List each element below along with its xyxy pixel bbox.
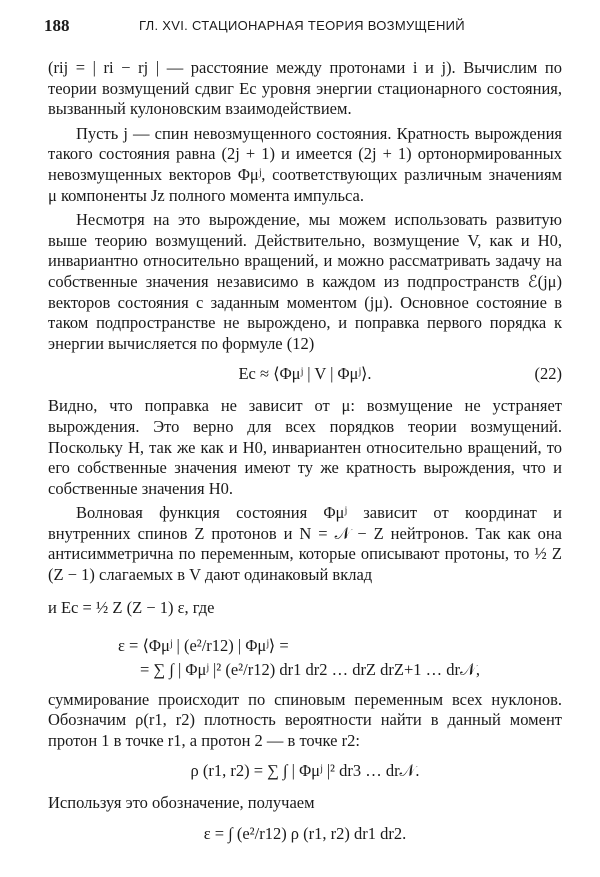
paragraph-3: Несмотря на это вырождение, мы можем использовать развитую выше теорию возмущений. Действительно, возмущение V, как и H0, инвариантно относительно вращений, и можно рассматривать задачу на собственные значения независимо в каждом из подпространств ℰ(jμ) векторов состояния с заданным моментом (jμ). Основное состояние в таком подпространстве не вырождено, и поправка первого порядка к энергии вычисляется по формуле (12) — [48, 210, 562, 353]
rho-equation — [48, 759, 562, 783]
epsilon-equation-line-2: = ∑ ∫ | Φμʲ |² (e²/r12) dr1 dr2 … drZ drZ+1 … dr𝒩, — [140, 659, 480, 679]
chapter-title: ГЛ. XVI. СТАЦИОНАРНАЯ ТЕОРИЯ ВОЗМУЩЕНИЙ — [139, 18, 465, 33]
page-body — [48, 58, 562, 856]
running-header — [44, 16, 560, 38]
paragraph-4: Видно, что поправка не зависит от μ: возмущение не устраняет вырождения. Это верно для всех порядков теории возмущений. Поскольку H, так же как и H0, инвариантен относительно вращений, то его собственные значения имеют ту же кратность вырождения, что и собственные значения H0. — [48, 396, 562, 498]
paragraph-5: Волновая функция состояния Φμʲ зависит от координат и внутренних спинов Z протонов и N = 𝒩 − Z нейтронов. Так как она антисимметрична по переменным, которые описывают протоны, то ½ Z (Z − 1) слагаемых в V дают одинаковый вклад — [48, 503, 562, 585]
equation-22-number: (22) — [534, 364, 562, 384]
equation-22-body: Ec ≈ ⟨Φμʲ | V | Φμʲ⟩. — [238, 364, 372, 384]
rho-equation-body: ρ (r1, r2) = ∑ ∫ | Φμʲ |² dr3 … dr𝒩. — [190, 761, 420, 781]
paragraph-8: Используя это обозначение, получаем — [48, 793, 315, 813]
paragraph-2: Пусть j — спин невозмущенного состояния. Кратность вырождения такого состояния равна (2j + 1) и имеется (2j + 1) ортонормированных невозмущенных векторов Φμʲ, соответствующих различным значениям μ компоненты Jz полного момента импульса. — [48, 123, 562, 205]
equation-22 — [48, 362, 562, 386]
epsilon-final-equation — [48, 822, 562, 846]
paragraph-7: суммирование происходит по спиновым переменным всех нуклонов. Обозначим ρ(r1, r2) плотность вероятности найти в данный момент протон 1 в точке r1, а протон 2 — в точке r2: — [48, 689, 562, 750]
epsilon-final-equation-body: ε = ∫ (e²/r12) ρ (r1, r2) dr1 dr2. — [203, 824, 407, 844]
epsilon-equation — [118, 634, 562, 682]
epsilon-equation-line-1: ε = ⟨Φμʲ | (e²/r12) | Φμʲ⟩ = — [118, 635, 289, 655]
paragraph-6: и Ec = ½ Z (Z − 1) ε, где — [48, 597, 215, 617]
page-number: 188 — [44, 16, 70, 35]
paragraph-1: (rij = | ri − rj | — расстояние между протонами i и j). Вычислим по теории возмущений сдвиг Ec уровня энергии стационарного состояния, вызванный кулоновским взаимодействием. — [48, 58, 562, 119]
